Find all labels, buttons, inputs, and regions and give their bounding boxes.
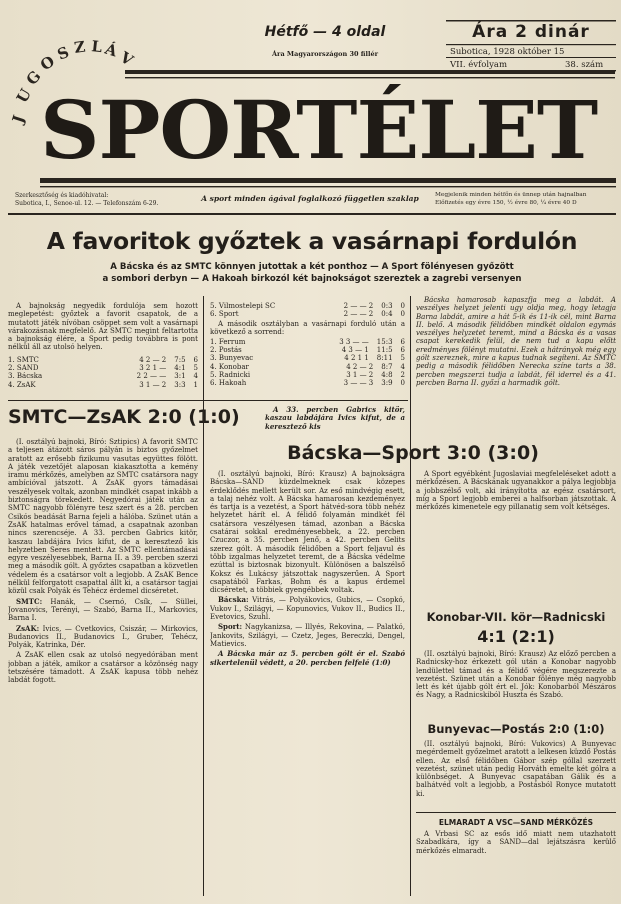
table-row — [210, 310, 405, 318]
table-cell: 1. SMTC — [8, 356, 39, 364]
table-cell: 4:8 — [381, 370, 393, 379]
table-cell: 2 — [400, 370, 405, 379]
issue-number: 38. szám — [565, 60, 604, 70]
table-cell: 3 1 — 2 — [139, 380, 167, 389]
svg-text:Á: Á — [102, 39, 120, 61]
svg-text:U: U — [12, 85, 36, 106]
table-cell: 2 — — 2 — [343, 310, 374, 319]
match1-title: SMTC—ZsAK 2:0 (1:0) — [8, 406, 240, 428]
notice-body: A Vrbasi SC az esős idő miatt nem utazhatott Szabadkára, így a SAND—dal lejátszásra kerülő mérkőzés elmaradt. — [416, 830, 616, 855]
table-cell: 4 — [400, 362, 405, 371]
match2-column-left — [210, 470, 405, 898]
svg-text:G: G — [22, 67, 45, 89]
intro-column-2 — [210, 320, 405, 340]
editorial-address: Subotica, I., Senoe-ul. 12. — Telefonszám 6-29. — [15, 200, 159, 207]
bacska-report-cont: Bácska hamarosab kapaszfja meg a labdát. A veszélyes helyzet jelenti ugy oldja meg, hogy letagja Barna labdát, amire a hát 5-ik és 11-ik cél, mint Barna II. belő. A második félidőben mindkét oldalon egymás veszélyes helyzetet teremt, mind a Bácska és a vasas csapat kerekedik felül, de nem tud a kapu előtt eredményes fölényt mutatni. Ezek a hátrányok még egy gólt szereznek, mire a kapus tudnak segíteni. Az SMTC pedig a második félidőben Nerecka színe tarts a 38. percben megszerzi tudja a labdát, fél iderrel és a 41. percben Barna II. győzi a harmadik gólt. — [416, 296, 616, 387]
table-cell: 6. Hakoah — [210, 379, 247, 388]
subheadline-1: A Bácska és az SMTC könnyen jutottak a két ponthoz — A Sport fölényesen győzött — [110, 262, 514, 272]
match1-lineup2-label: ZsAK: — [16, 623, 40, 633]
table-cell: 0 — [400, 379, 405, 388]
table-cell: 6 — [400, 338, 405, 346]
table-cell: 2. Postás — [210, 346, 242, 355]
match1-note-box — [265, 406, 405, 438]
table-row — [8, 381, 198, 389]
table-cell: 8:7 — [381, 362, 393, 371]
table-cell: 5. Radnicki — [210, 370, 251, 379]
table-cell: 6 — [400, 346, 405, 355]
svg-text:Z: Z — [73, 37, 87, 57]
notice-divider — [416, 812, 616, 813]
match1-note: A 33. percben Gabrics kitör, kaszau labdájára Ivics kifut, de a keresztező kis — [265, 406, 405, 431]
table-cell: 15:3 — [376, 338, 393, 346]
table-cell: 4 2 — 2 — [139, 356, 167, 364]
table-row — [8, 372, 198, 380]
table-cell: 0 — [400, 302, 405, 310]
price-label: Ára 2 dinár — [472, 22, 590, 42]
table-row — [210, 354, 405, 362]
table-cell: 11:5 — [376, 346, 393, 355]
column-rule-1 — [203, 296, 204, 896]
table-cell: 4 — [193, 372, 198, 381]
match1-body: (I. osztályú bajnoki, Bíró: Sztipics) A favorit SMTC a teljesen átázott sáros pályán is biztos győzelmet aratott az erősebb fizikumu vasutas együttes fölött. A játék vezetőjét alaposan kiakasztotta a kemény iramu mérkőzés, amelyben az SMTC csatársora nagy ambícióval játszott. A ZsAK gyors támadásai veszélyesek voltak, azonban mindkét csapat inkább a biztonságra törekedett. Negyedórai játék után az SMTC nagyobb fölényre tesz szert és a 28. percben Csikós beadását Barna fejeli a hálóba. Szünet után a ZsAK hatalmas erővel támad, a csapatnak azonban nincs szerencséje. A 33. percben Gabrics kitör, kaszau labdájára Ivics kifut, de a keresztező kis helyzetben Seres mentett. Az SMTC ellentámadásai egyre veszélyesebbek, Barna II. a 39. percben szerzi meg a második gólt. A győztes csapatban a közvetlen védelem és a csatársor volt a legjobb. A ZsAK Bence nélkül felforgatott csapattal állt ki, a csatársor tagjai közül csak Polyák és Tehécz érdemel dicséretet. — [8, 438, 198, 596]
table-cell: 6. Sport — [210, 310, 239, 319]
match2-body-mid: A Sport egyébként Jugoslaviai megfeleléseket adott a mérkőzésen. A Bácskának ugyanakkor a pálya legjobbja a jobbszélső volt, aki irányította az egész csatársort, míg a Sport legjobb emberei a halfsorban játszottak. A mérkőzés kimenetele egy pillanatig sem volt kétséges. — [416, 470, 616, 512]
table-cell: 3:3 — [174, 380, 186, 389]
subscription-info: Előfizetés egy évre 150, ½ évre 80, ¼ évre 40 D — [435, 200, 577, 206]
match3-score: 4:1 (2:1) — [477, 627, 555, 646]
table-first-division — [8, 356, 198, 389]
intro-text: A bajnokság negyedik fordulója sem hozott meglepetést: győztek a favorit csapatok, de a mutatott játék nívóban csöppet sem volt a vasárnapi várakozásnak megfelelő. Az SMTC megint feltartotta a bajnokság élére, a Sport pedig továbbra is pont nélkül áll az utolsó helyen. — [8, 302, 198, 352]
editorial-label: Szerkesztőség és kiadóhivatal: — [15, 192, 109, 199]
table-cell: 0 — [400, 310, 405, 319]
match2-lineup2-label: Sport: — [218, 622, 243, 632]
table-row — [210, 371, 405, 379]
match4-body: (II. osztályú bajnoki, Bíró: Vukovics) A Bunyevac megérdemelt győzelmet aratott a lelkesen küzdő Postás ellen. Az első félidőben Gábor szép góllal szerzett vezetést, szünet után pedig Horváth emelte két gólra a különbséget. A Bunyevac csapatában Gálik és a balhátvéd volt a legjobb, a Postásból Ronyce mutatott ki. — [416, 740, 616, 798]
subheadline-2: a sombori derbyn — A Hakoah birkozól két bajnokságot szereztek a zagrebi versenyen — [102, 274, 522, 284]
table-cell: 4. Konobar — [210, 362, 249, 371]
masthead-divider — [8, 213, 616, 215]
match1-lineup2: Ivics, — Cvetkovics, Csiszár, — Mirkovics, Budanovics II., Budanovics I., Gruber, Tehécz, Polyák, Katrinka, Dér. — [8, 624, 198, 650]
column-rule-2 — [410, 296, 411, 896]
match3-column — [416, 650, 616, 718]
match1-lineup: Hanák, — Csernó, Csík, — Süllei, Jovanovics, Terényi, — Szabó, Barna II., Markovics, Barna I. — [8, 597, 198, 623]
main-headline: A favoritok győztek a vasárnapi fordulón — [46, 227, 578, 255]
table-cell: 2 2 — — — [136, 372, 167, 381]
table-cell: 2 — — 2 — [343, 302, 374, 310]
match3-title: Konobar-VII. kör—Radnicski — [426, 610, 606, 624]
table-cell: 6 — [193, 356, 198, 364]
table-cell: 5 — [193, 364, 198, 373]
match4-column — [416, 740, 616, 798]
day-pages: Hétfő — 4 oldal — [264, 24, 386, 40]
match3-body: (II. osztályú bajnoki, Bíró: Krausz) Az előző percben a Radnicsky-hoz érkezett gól után a Konobar nagyobb lendülettel támad és a félidő végére megszerezte a vezetést. Szünet után a Konobar fölénye még nagyobb lett és két újabb gólt ért el. Jók: Konobarból Mészáros és Nagy, a Radnicskiból Huszta és Szabó. — [416, 650, 616, 700]
table-cell: 8:11 — [376, 354, 393, 363]
slogan: A sport minden ágával foglalkozó független szaklap — [201, 194, 419, 203]
table-cell: 7:5 — [174, 356, 186, 364]
table-cell: 5 — [400, 354, 405, 363]
notice-title: ELMARADT A VSC—SAND MÉRKŐZÉS — [438, 818, 594, 827]
match2-lineup: Vitrás, — Polyákovics, Gubics, — Csopkó, Vukov I., Szilágyi, — Kopunovics, Vukov II., Budics II., Evetovics, Szuhl. — [210, 596, 405, 622]
match1-tail: A ZsAK ellen csak az utolsó negyedórában ment jobban a játék, amikor a csatársor a közönség nagy tetszésére támadott. A ZsAK kapusa több nehéz labdát fogott. — [8, 651, 198, 685]
table-row — [8, 364, 198, 372]
table-cell: 3 3 — — — [339, 338, 369, 346]
table-row — [210, 302, 405, 310]
svg-text:S: S — [54, 42, 72, 64]
table-cell: 3. Bácska — [8, 372, 43, 381]
table-cell: 1 — [193, 380, 198, 389]
table-row — [8, 356, 198, 364]
notice-column — [416, 830, 616, 896]
match2-lineup2: Nagykanizsa, — Illyés, Rekovina, — Palatkó, Jankovits, Szilágyi, — Czetz, Jeges, Bereczki, Dengel, Matievics. — [210, 623, 405, 648]
foreign-price: Ára Magyarországon 30 fillér — [271, 50, 379, 58]
volume: VII. évfolyam — [450, 60, 508, 70]
section-divider — [8, 400, 408, 401]
match2-lineup-label: Bácska: — [218, 595, 249, 605]
intro-column-3 — [416, 296, 616, 398]
svg-text:V: V — [116, 48, 137, 70]
table-cell: 0:3 — [381, 302, 393, 310]
table-first-division-cont — [210, 302, 405, 318]
table-cell: 4:1 — [174, 364, 186, 373]
publication-info: Megjelenik minden hétfőn és ünnep után hajnalban — [435, 192, 587, 198]
match1-column — [8, 438, 198, 898]
masthead-title: SPORTÉLET — [40, 83, 598, 177]
table-cell: 3 1 — 2 — [346, 370, 374, 379]
table-cell: 4 2 — 2 — [346, 362, 374, 371]
match4-title: Bunyevac—Postás 2:0 (1:0) — [427, 722, 605, 736]
match2-column-right — [416, 470, 616, 550]
match2-body-left: (I. osztályú bajnoki, Bíró: Krausz) A bajnokságra Bácska—SAND küzdelmeknek csak közepes érdeklődés mellett került sor. Az eső mindvégig esett, a talaj nehéz volt. A Bácska hamarosan kezdeményez és tartja is a vezetést, a Sport hátvéd-sora több nehéz helyzetet hárít el. A félidő folyamán mindkét fél csatársora veszélyesen támad, azonban a Bácska csatárai sokkal eredményesebbek, a 22. percben Czuczor, a 35. percben Jenő, a 42. percben Gelits szerez gólt. A második félidőben a Sport feljavul és több izgalmas helyzetet teremt, de a Bácska védelme ezúttal is biztosnak bizonyult. Különösen a balszélső Koksz és Lukácsy játszottak nagyszerűen. A Sport csapatából Farkas, Bohm és a kapus érdemel dicséretet, a többiek gyengébbek voltak. — [210, 470, 405, 595]
table-cell: 3 2 1 — — [139, 364, 167, 373]
table-cell: 3:9 — [381, 379, 393, 388]
second-division-lead: A második osztályban a vasárnapi forduló után a következő a sorrend: — [210, 320, 405, 337]
table-cell: 3 — — 3 — [343, 379, 374, 388]
match1-lineup-label: SMTC: — [16, 596, 43, 606]
table-row — [210, 379, 405, 387]
table-cell: 5. Vilmostelepi SC — [210, 302, 276, 310]
match2-title: Bácska—Sport 3:0 (3:0) — [287, 442, 539, 464]
table-second-division — [210, 338, 405, 387]
table-row — [210, 346, 405, 354]
table-cell: 0:4 — [381, 310, 393, 319]
table-row — [210, 363, 405, 371]
svg-text:J: J — [8, 112, 29, 126]
table-cell: 4 2 1 1 — [344, 354, 369, 363]
match2-note: A Bácska már az 5. percben gólt ér el. Szabó sikertelenül védett, a 20. percben felfelé (1:0) — [210, 649, 405, 667]
svg-text:O: O — [36, 52, 59, 75]
table-cell: 4. ZsAK — [8, 380, 36, 389]
svg-text:L: L — [90, 37, 103, 57]
table-cell: 3. Bunyevac — [210, 354, 254, 363]
table-cell: 4 3 — 1 — [341, 346, 369, 355]
table-cell: 1. Ferrum — [210, 338, 246, 346]
table-row — [210, 338, 405, 346]
table-cell: 3:1 — [174, 372, 186, 381]
table-cell: 2. SAND — [8, 364, 39, 373]
issue-date: Subotica, 1928 október 15 — [450, 47, 565, 57]
